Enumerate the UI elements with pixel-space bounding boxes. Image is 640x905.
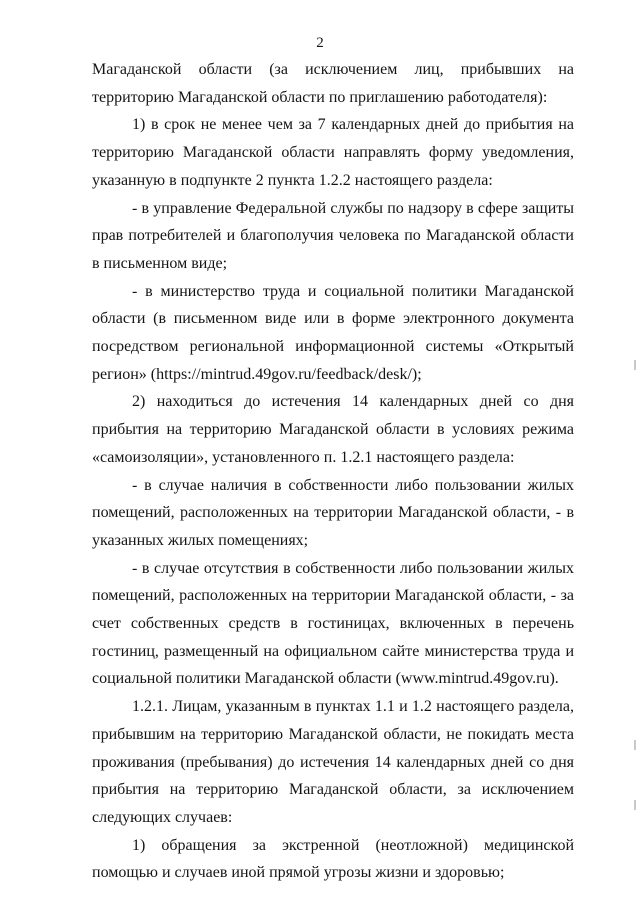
paragraph-bullet-rospotrebnadzor: - в управление Федеральной службы по надзору в сфере защиты прав потребителей и благополучия человека по Магаданской области в письменном виде; xyxy=(92,199,574,272)
page-number: 2 xyxy=(316,35,324,51)
scan-edge-mark xyxy=(634,360,636,370)
paragraph-continuation: Магаданской области (за исключением лиц, прибывших на территорию Магаданской области по приглашению работодателя): xyxy=(92,61,574,106)
paragraph-item-2-self-isolation: 2) находиться до истечения 14 календарных дней со дня прибытия на территорию Магаданской области в условиях режима «самоизоляции», установленного п. 1.2.1 настоящего раздела: xyxy=(92,393,574,466)
paragraph-bullet-own-housing: - в случае наличия в собственности либо пользовании жилых помещений, расположенных на территории Магаданской области, - в указанных жилых помещениях; xyxy=(92,476,574,549)
scan-edge-mark xyxy=(634,800,636,810)
paragraph-item-1-advance-notice: 1) в срок не менее чем за 7 календарных дней до прибытия на территорию Магаданской области направлять форму уведомления, указанную в подпункте 2 пункта 1.2.2 настоящего раздела: xyxy=(92,116,574,189)
scan-edge-mark xyxy=(634,740,636,750)
paragraph-section-1-2-1: 1.2.1. Лицам, указанным в пунктах 1.1 и 1.2 настоящего раздела, прибывшим на территорию Магаданской области, не покидать места проживания (пребывания) до истечения 14 календарных дней со дня прибытия на территорию Магаданской области, за исключением следующих случаев: xyxy=(92,698,574,826)
document-body xyxy=(92,56,574,887)
paragraph-bullet-hotels: - в случае отсутствия в собственности либо пользовании жилых помещений, расположенных на территории Магаданской области, - за счет собственных средств в гостиницах, включенных в перечень гостиниц, размещенный на официальном сайте министерства труда и социальной политики Магаданской области (www.mintrud.49gov.ru). xyxy=(92,559,574,688)
paragraph-exception-1-medical: 1) обращения за экстренной (неотложной) медицинской помощью и случаев иной прямой угрозы жизни и здоровью; xyxy=(92,836,574,882)
paragraph-bullet-ministry-labor: - в министерство труда и социальной политики Магаданской области (в письменном виде или в форме электронного документа посредством региональной информационной системы «Открытый регион» (https://mintrud.49gov.ru/feedback/desk/); xyxy=(92,282,574,383)
